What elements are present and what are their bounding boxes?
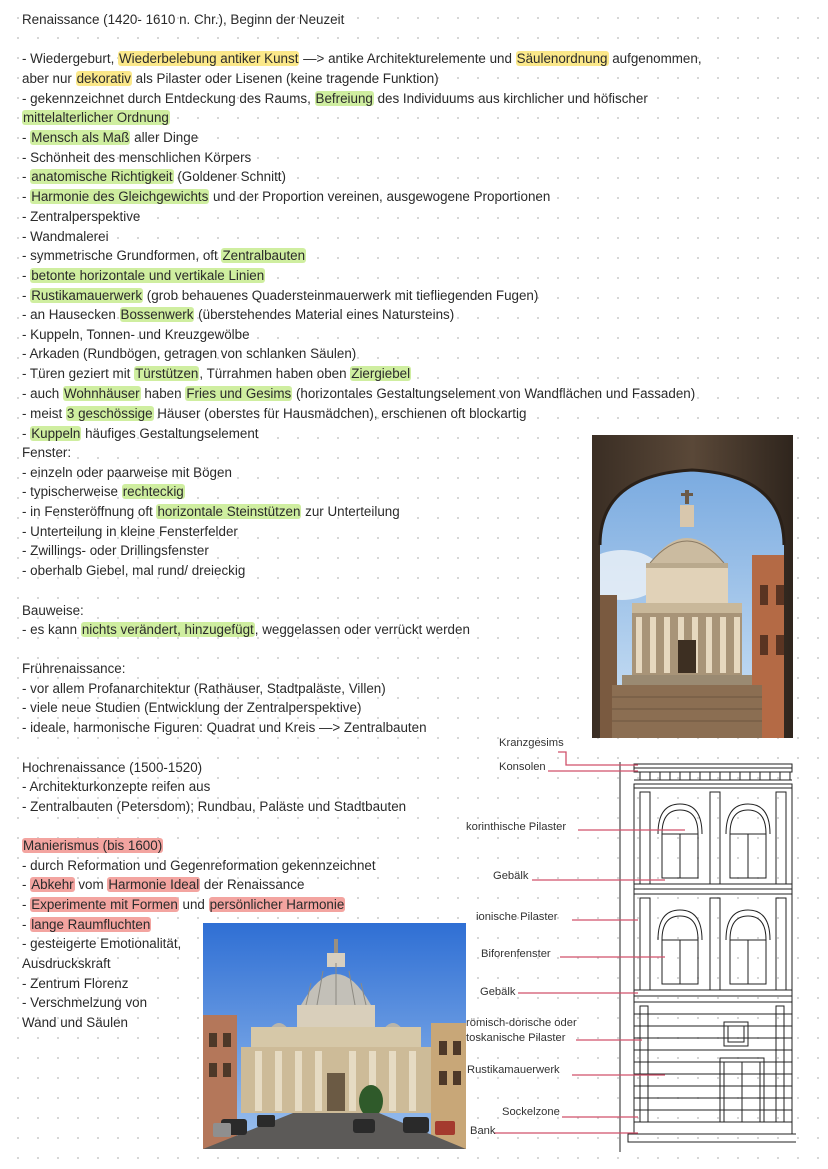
note-line <box>22 208 140 226</box>
highlight: Mensch als Maß <box>31 130 130 145</box>
text: aber nur <box>22 71 76 86</box>
note-line <box>22 916 151 934</box>
text: - Wandmalerei <box>22 229 109 244</box>
text: - durch Reformation und Gegenreformation gekennzeichnet <box>22 858 376 873</box>
highlight: Wohnhäuser <box>63 386 140 401</box>
note-line <box>22 365 411 383</box>
text: - oberhalb Giebel, mal rund/ dreieckig <box>22 563 246 578</box>
highlight: 3 geschössige <box>66 406 153 421</box>
text: - typischerweise <box>22 484 122 499</box>
text: - Verschmelzung von <box>22 995 148 1010</box>
text: (horizontales Gestaltungselement von Wandflächen und Fassaden) <box>292 386 696 401</box>
text: - in Fensteröffnung oft <box>22 504 157 519</box>
text: - Wiedergeburt, <box>22 51 119 66</box>
facade-label-rustika: Rustikamauerwerk <box>467 1064 560 1076</box>
note-line <box>22 385 695 403</box>
highlight: Experimente mit Formen <box>31 897 178 912</box>
facade-label-biforen: Biforenfenster <box>481 948 551 960</box>
highlight: rechteckig <box>122 484 184 499</box>
tempietto-image <box>592 435 793 738</box>
fruehrenaissance-line: - vor allem Profanarchitektur (Rathäuser, Stadtpaläste, Villen) <box>22 681 386 696</box>
fruehrenaissance-line: - viele neue Studien (Entwicklung der Zentralperspektive) <box>22 700 362 715</box>
text: - <box>22 169 31 184</box>
note-line <box>22 50 702 68</box>
highlight: Abkehr <box>31 877 74 892</box>
highlight: lange Raumfluchten <box>31 917 151 932</box>
bauweise-heading: Bauweise: <box>22 603 84 618</box>
highlight: Fries und Gesims <box>186 386 292 401</box>
text: - Kuppeln, Tonnen- und Kreuzgewölbe <box>22 327 250 342</box>
note-line <box>22 483 185 501</box>
note-line <box>22 425 259 443</box>
note-line <box>22 935 181 953</box>
highlight: Zentralbauten <box>222 248 306 263</box>
text: Wand und Säulen <box>22 1015 128 1030</box>
note-line <box>22 247 306 265</box>
note-line <box>22 306 454 324</box>
hochrenaissance-line: - Architekturkonzepte reifen aus <box>22 779 211 794</box>
text: aufgenommen, <box>608 51 702 66</box>
note-line <box>22 149 251 167</box>
highlight: dekorativ <box>76 71 131 86</box>
highlight: Kuppeln <box>31 426 81 441</box>
text: - gesteigerte Emotionalität, <box>22 936 182 951</box>
note-line <box>22 542 209 560</box>
highlight: Bossenwerk <box>120 307 194 322</box>
petersdom-image <box>203 923 466 1149</box>
text: und der Proportion vereinen, ausgewogene Proportionen <box>209 189 551 204</box>
note-line <box>22 326 250 344</box>
text: - <box>22 189 31 204</box>
text: Ausdruckskraft <box>22 956 111 971</box>
highlight: persönlicher Harmonie <box>209 897 345 912</box>
text: - einzeln oder paarweise mit Bögen <box>22 465 232 480</box>
note-line <box>22 345 356 363</box>
text: - <box>22 130 31 145</box>
highlight: Harmonie Ideal <box>108 877 200 892</box>
facade-label-kranzgesims: Kranzgesims <box>499 737 564 749</box>
note-line <box>22 994 147 1012</box>
text: - an Hausecken <box>22 307 120 322</box>
manierismus-heading: Manierismus (bis 1600) <box>23 838 163 853</box>
text: - Unterteilung in kleine Fensterfelder <box>22 524 238 539</box>
note-line <box>22 464 232 482</box>
note-line <box>22 287 538 305</box>
text: (Goldener Schnitt) <box>173 169 286 184</box>
text: - <box>22 268 31 283</box>
text: Häuser (oberstes für Hausmädchen), erschienen oft blockartig <box>153 406 527 421</box>
facade-label-dorisch-1: römisch-dorische oder <box>466 1017 577 1029</box>
highlight: betonte horizontale und vertikale Linien <box>31 268 265 283</box>
highlight: mittelalterlicher Ordnung <box>23 110 169 125</box>
note-line <box>22 90 648 108</box>
text: —> antike Architekturelemente und <box>299 51 516 66</box>
text: - <box>22 288 31 303</box>
facade-label-gebaelk-lower: Gebälk <box>480 986 516 998</box>
note-line <box>22 975 128 993</box>
facade-label-gebaelk-upper: Gebälk <box>493 870 529 882</box>
facade-label-korinthisch: korinthische Pilaster <box>466 821 567 833</box>
text: - <box>22 917 31 932</box>
fruehrenaissance-line: - ideale, harmonische Figuren: Quadrat und Kreis —> Zentralbauten <box>22 720 427 735</box>
text: - gekennzeichnet durch Entdeckung des Raums, <box>22 91 315 106</box>
page-title: Renaissance (1420- 1610 n. Chr.), Beginn der Neuzeit <box>22 12 345 27</box>
facade-label-sockel: Sockelzone <box>502 1106 560 1118</box>
text: - Zentrum Florenz <box>22 976 129 991</box>
highlight: Befreiung <box>315 91 373 106</box>
text: zur Unterteilung <box>301 504 400 519</box>
text: haben <box>140 386 186 401</box>
facade-label-konsolen: Konsolen <box>499 761 546 773</box>
text: - Zwillings- oder Drillingsfenster <box>22 543 209 558</box>
hochrenaissance-heading: Hochrenaissance (1500-1520) <box>22 760 203 775</box>
highlight: Säulenordnung <box>516 51 608 66</box>
text: aller Dinge <box>130 130 199 145</box>
highlight: Türstützen <box>135 366 199 381</box>
note-line <box>22 1014 128 1032</box>
text: und <box>178 897 209 912</box>
text: Fenster: <box>22 445 72 460</box>
text: , Türrahmen haben oben <box>199 366 351 381</box>
note-line <box>22 523 238 541</box>
note-line <box>22 405 526 423</box>
facade-label-bank: Bank <box>470 1125 496 1137</box>
text: der Renaissance <box>200 877 305 892</box>
note-line <box>22 444 71 462</box>
highlight: Rustikamauerwerk <box>31 288 143 303</box>
note-line <box>22 896 345 914</box>
highlight: Wiederbelebung antiker Kunst <box>119 51 299 66</box>
text: - auch <box>22 386 63 401</box>
text: häufiges Gestaltungselement <box>81 426 259 441</box>
text: - meist <box>22 406 66 421</box>
text: - <box>22 426 31 441</box>
text: vom <box>74 877 108 892</box>
text: - <box>22 897 31 912</box>
text: - Arkaden (Rundbögen, getragen von schlanken Säulen) <box>22 346 357 361</box>
note-line <box>22 562 245 580</box>
text: des Individuums aus kirchlicher und höfischer <box>373 91 648 106</box>
facade-label-dorisch-2: toskanische Pilaster <box>466 1032 566 1044</box>
text: (grob behauenes Quadersteinmauerwerk mit tiefliegenden Fugen) <box>143 288 539 303</box>
highlight: Ziergiebel <box>351 366 411 381</box>
highlight: anatomische Richtigkeit <box>31 169 173 184</box>
facade-label-ionisch: ionische Pilaster <box>476 911 558 923</box>
text: - Türen geziert mit <box>22 366 135 381</box>
fruehrenaissance-heading: Frührenaissance: <box>22 661 126 676</box>
text: - Schönheit des menschlichen Körpers <box>22 150 252 165</box>
note-line <box>22 267 265 285</box>
note-line <box>22 188 550 206</box>
highlight: horizontale Steinstützen <box>157 504 301 519</box>
bauweise-line: - es kann nichts verändert, hinzugefügt, weggelassen oder verrückt werden <box>22 622 470 637</box>
text: als Pilaster oder Lisenen (keine tragende Funktion) <box>131 71 439 86</box>
highlight: Harmonie des Gleichgewichts <box>31 189 209 204</box>
note-line <box>22 129 198 147</box>
note-line <box>22 228 109 246</box>
petersdom-photo <box>203 923 466 1149</box>
note-line <box>22 955 111 973</box>
text: - Zentralperspektive <box>22 209 141 224</box>
text: - <box>22 877 31 892</box>
note-line <box>22 70 439 88</box>
note-line <box>22 876 304 894</box>
note-line <box>22 503 400 521</box>
text: - symmetrische Grundformen, oft <box>22 248 222 263</box>
note-line <box>22 109 170 127</box>
tempietto-photo <box>592 435 793 738</box>
note-line <box>22 857 376 875</box>
text: (überstehendes Material eines Natursteins) <box>194 307 455 322</box>
facade-leader-lines <box>460 735 700 1145</box>
hochrenaissance-line: - Zentralbauten (Petersdom); Rundbau, Paläste und Stadtbauten <box>22 799 407 814</box>
note-line <box>22 168 286 186</box>
